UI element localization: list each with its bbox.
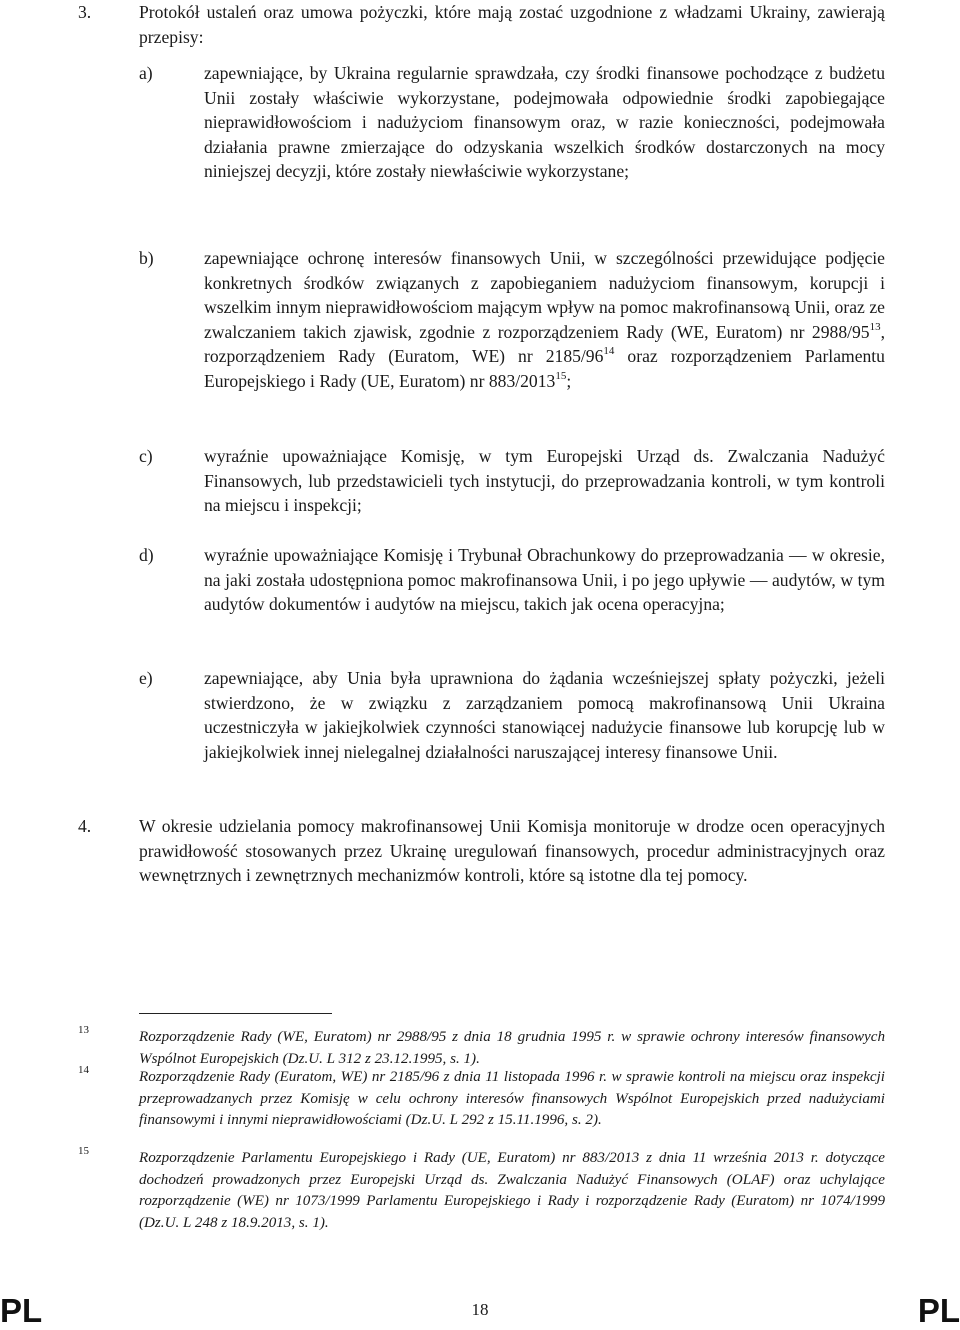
footnote-ref-13[interactable]: 13 xyxy=(869,320,881,333)
item-label: c) xyxy=(139,446,153,466)
item-label: e) xyxy=(139,668,153,688)
footnote-text: Rozporządzenie Parlamentu Europejskiego i Rady (UE, Euratom) nr 883/2013 z dnia 11 września 2013 r. dotyczące dochodzeń prowadzonych przez Europejski Urząd ds. Zwalczania Nadużyć Finansowych (OLAF) oraz uchylające rozporządzenie (WE) nr 1073/1999 Parlamentu Europejskiego i Rady i rozporządzenie Rady (Euratom) nr 1074/1999 (Dz.U. L 248 z 18.9.2013, s. 1). xyxy=(139,1150,885,1231)
section-4-text: W okresie udzielania pomocy makrofinansowej Unii Komisja monitoruje w drodze ocen operacyjnych prawidłowość stosowanych przez Ukrainę uregulowań finansowych, procedur administracyjnych oraz wewnętrznych i zewnętrznych mechanizmów kontroli, które są istotne dla tej pomocy. xyxy=(139,816,885,885)
footnote-number: 13 xyxy=(78,1024,89,1036)
item-text-part: oraz rozporządzeniem Parlamentu Europejskiego i Rady (UE, Euratom) nr 883/2013 xyxy=(204,346,885,391)
page-number: 18 xyxy=(471,1300,489,1319)
item-text: zapewniające, aby Unia była uprawniona do żądania wcześniejszej spłaty pożyczki, jeżeli stwierdzono, że w związku z zarządzaniem pomocą makrofinansową Unii Ukraina uczestniczyła w jakiejkolwiek czynności stanowiącej nadużycie finansowe lub korupcję lub w jakiejkolwiek innej nielegalnej działalności naruszającej interesy finansowe Unii. xyxy=(204,668,885,762)
item-text xyxy=(204,246,885,393)
footnote-ref-14[interactable]: 14 xyxy=(603,345,615,358)
language-code-right: PL xyxy=(917,1292,960,1329)
item-label: b) xyxy=(139,248,154,268)
item-text: wyraźnie upoważniające Komisję, w tym Europejski Urząd ds. Zwalczania Nadużyć Finansowych, lub przedstawicieli tych instytucji, do przeprowadzania kontroli, w tym kontroli na miejscu i inspekcji; xyxy=(204,446,885,515)
item-label: a) xyxy=(139,63,153,83)
item-text: zapewniające, by Ukraina regularnie sprawdzała, czy środki finansowe pochodzące z budżetu Unii zostały właściwie wykorzystane, podejmowała odpowiednie środki zapobiegające nieprawidłowościom i nadużyciom finansowym oraz, w razie konieczności, podejmowała działania prawne zmierzające do odzyskania wszelkich środków dostarczonych na mocy niniejszej decyzji, które zostały niewłaściwie wykorzystane; xyxy=(204,63,885,181)
footnote-number: 15 xyxy=(78,1145,89,1157)
section-3-intro: Protokół ustaleń oraz umowa pożyczki, które mają zostać uzgodnione z władzami Ukrainy, zawierają przepisy: xyxy=(139,2,885,47)
language-code-left: PL xyxy=(0,1292,43,1329)
footnote-text: Rozporządzenie Rady (WE, Euratom) nr 2988/95 z dnia 18 grudnia 1995 r. w sprawie ochrony interesów finansowych Wspólnot Europejskich (Dz.U. L 312 z 23.12.1995, s. 1). xyxy=(139,1029,885,1067)
footnote-ref-15[interactable]: 15 xyxy=(555,369,567,382)
item-text-part: , rozporządzeniem Rady (Euratom, WE) nr 2185/96 xyxy=(204,321,885,366)
footnote-text: Rozporządzenie Rady (Euratom, WE) nr 2185/96 z dnia 11 listopada 1996 r. w sprawie kontroli na miejscu oraz inspekcji przeprowadzanych przez Komisję w celu ochrony interesów finansowych Wspólnot Europejskich przed nadużyciami finansowymi i innymi nieprawidłowościami (Dz.U. L 292 z 15.11.1996, s. 2). xyxy=(139,1069,885,1128)
section-number: 3. xyxy=(78,2,92,22)
section-number: 4. xyxy=(78,816,92,836)
footnote-number: 14 xyxy=(78,1064,89,1076)
item-label: d) xyxy=(139,545,154,565)
item-text: wyraźnie upoważniające Komisję i Trybunał Obrachunkowy do przeprowadzania — w okresie, na jaki została udostępniona pomoc makrofinansowa Unii, i po jego upływie — audytów, w tym audytów dokumentów i audytów na miejscu, takich jak ocena operacyjna; xyxy=(204,545,885,614)
footnote-separator xyxy=(139,1013,332,1014)
page-footer xyxy=(0,1292,960,1330)
item-text-part: zapewniające ochronę interesów finansowych Unii, w szczególności przewidujące podjęcie konkretnych środków związanych z zapobieganiem nadużyciom finansowym, korupcji i wszelkim innym nieprawidłowościom mającym wpływ na pomoc makrofinansową Unii, oraz ze zwalczaniem takich zjawisk, zgodnie z rozporządzeniem Rady (WE, Euratom) nr 2988/95 xyxy=(204,248,885,342)
item-text-part: ; xyxy=(566,370,572,391)
